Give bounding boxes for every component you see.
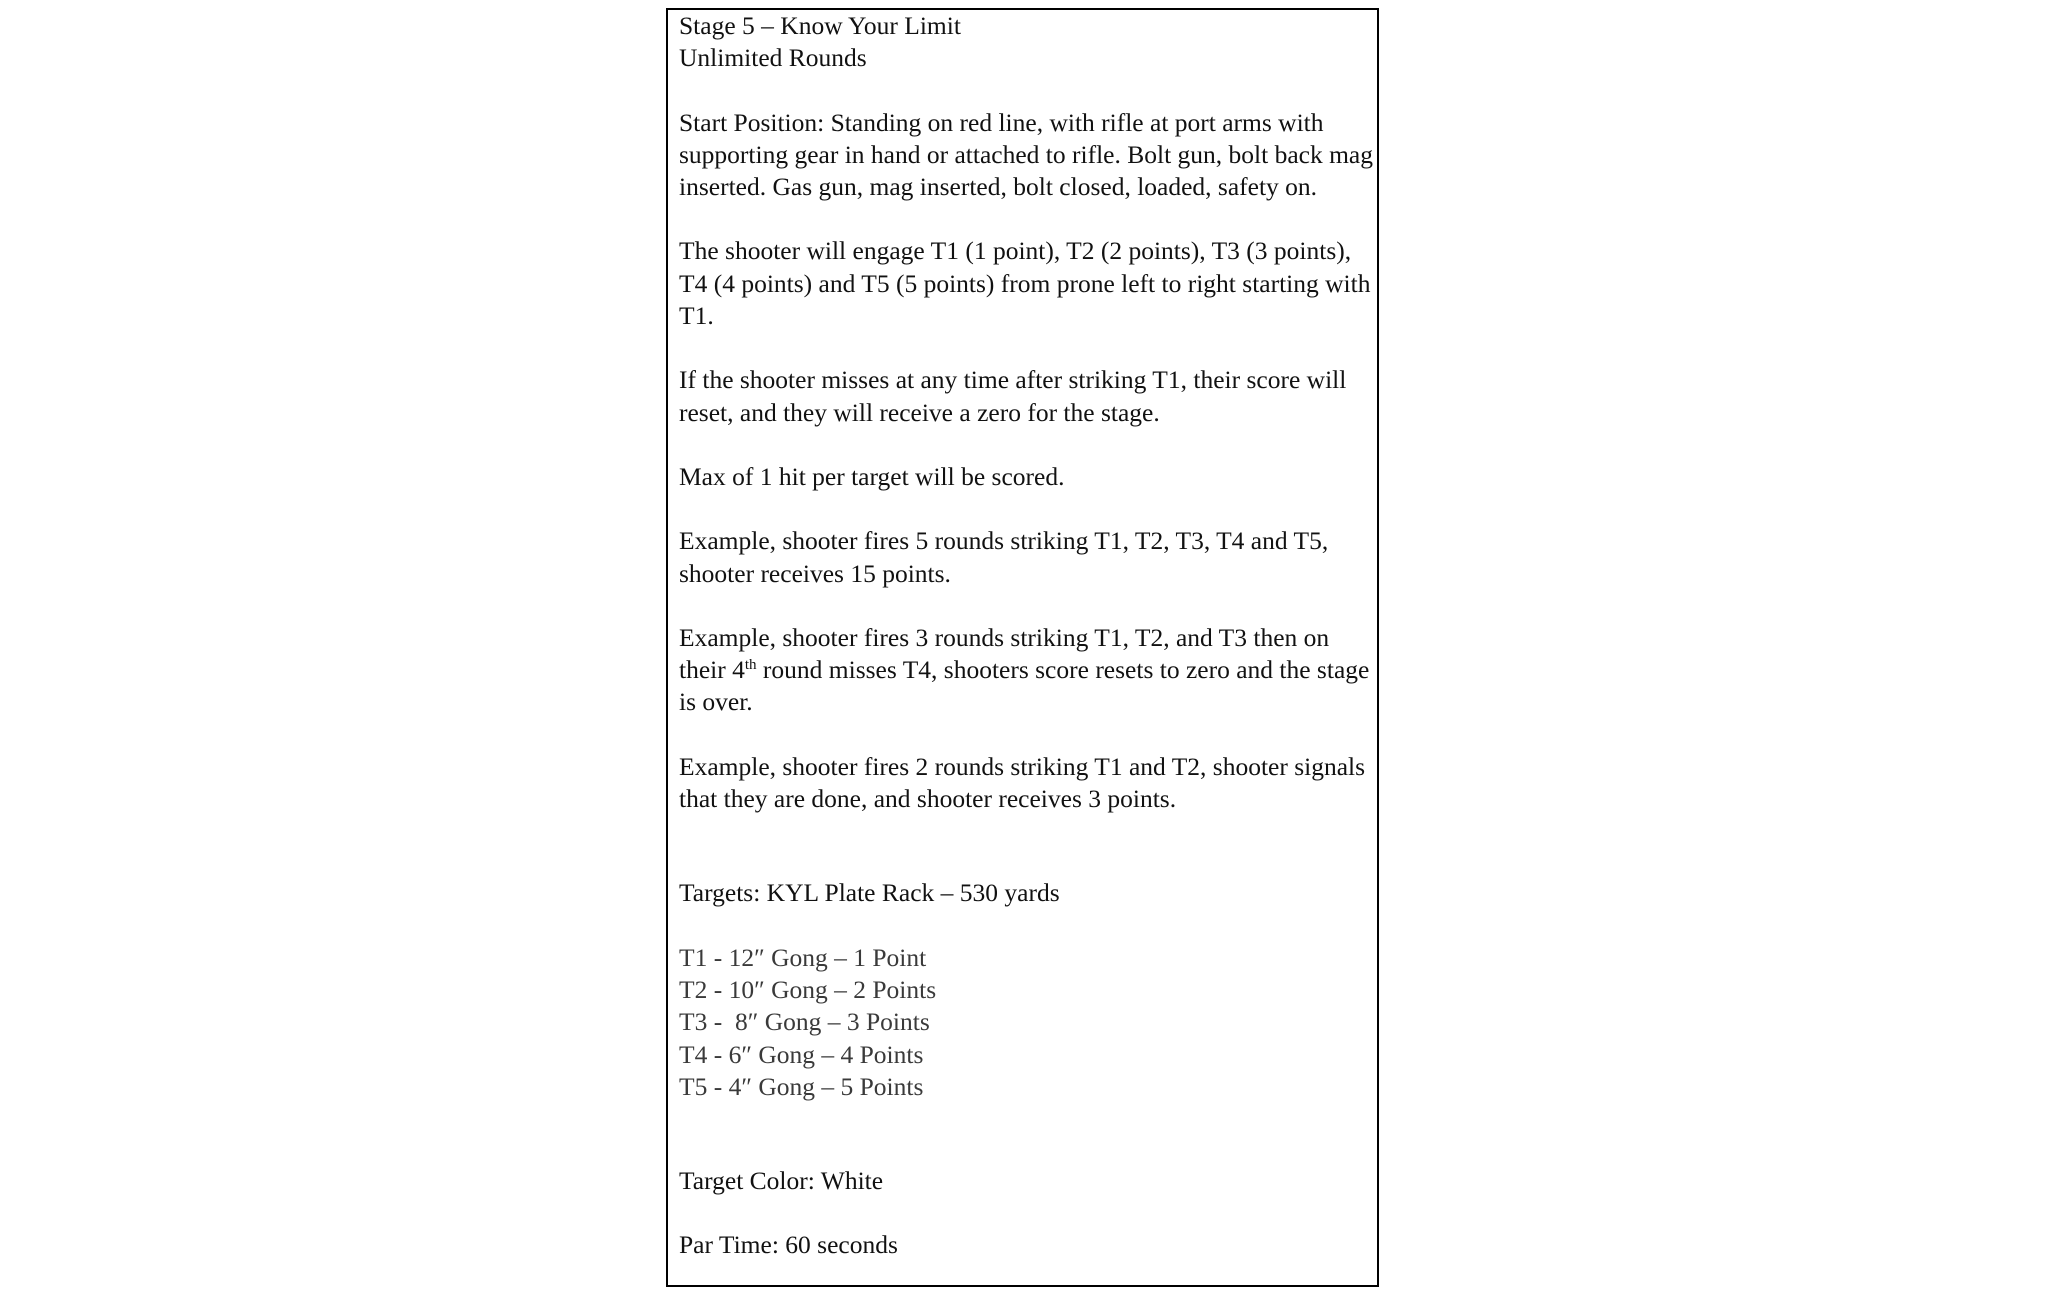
miss-rule: If the shooter misses at any time after striking T1, their score will reset, and they will receive a zero for the stage.: [679, 365, 1347, 427]
engagement-instructions: The shooter will engage T1 (1 point), T2 (2 points), T3 (3 points), T4 (4 points) and T5 (5 points) from prone left to right starting with T1.: [679, 236, 1371, 331]
target-list: [679, 942, 1379, 1103]
stage-title: Stage 5 – Know Your Limit: [679, 11, 961, 40]
example-2-superscript: th: [744, 657, 757, 674]
example-3: Example, shooter fires 2 rounds striking T1 and T2, shooter signals that they are done, and shooter receives 3 points.: [679, 751, 1366, 814]
stage-rounds: Unlimited Rounds: [679, 43, 867, 73]
par-time: Par Time: 60 seconds: [679, 1230, 898, 1260]
targets-heading: Targets: KYL Plate Rack – 530 yards: [679, 878, 1060, 908]
target-item: T4 - 6″ Gong – 4 Points: [679, 1039, 924, 1069]
start-position: Start Position: Standing on red line, with rifle at port arms with supporting gear in hand or attached to rifle. Bolt gun, bolt back mag inserted. Gas gun, mag inserted, bolt closed, loaded, safety on.: [679, 107, 1373, 202]
target-item: T1 - 12″ Gong – 1 Point: [679, 942, 927, 972]
target-item: T2 - 10″ Gong – 2 Points: [679, 974, 937, 1004]
target-color: Target Color: White: [679, 1166, 884, 1196]
example-2: [679, 622, 1379, 719]
max-hits-rule: Max of 1 hit per target will be scored.: [679, 461, 1065, 491]
example-2-before: Example, shooter fires 3 rounds striking T1, T2, and T3 then on their 4: [679, 622, 1330, 685]
target-item: T5 - 4″ Gong – 5 Points: [679, 1071, 924, 1101]
stage-document: [666, 8, 1379, 1287]
target-item: T3 - 8″ Gong – 3 Points: [679, 1007, 930, 1037]
stage-text: [679, 10, 1379, 1262]
example-2-after: round misses T4, shooters score resets to zero and the stage is over.: [679, 655, 1370, 717]
example-1: Example, shooter fires 5 rounds striking T1, T2, T3, T4 and T5, shooter receives 15 points.: [679, 526, 1329, 588]
